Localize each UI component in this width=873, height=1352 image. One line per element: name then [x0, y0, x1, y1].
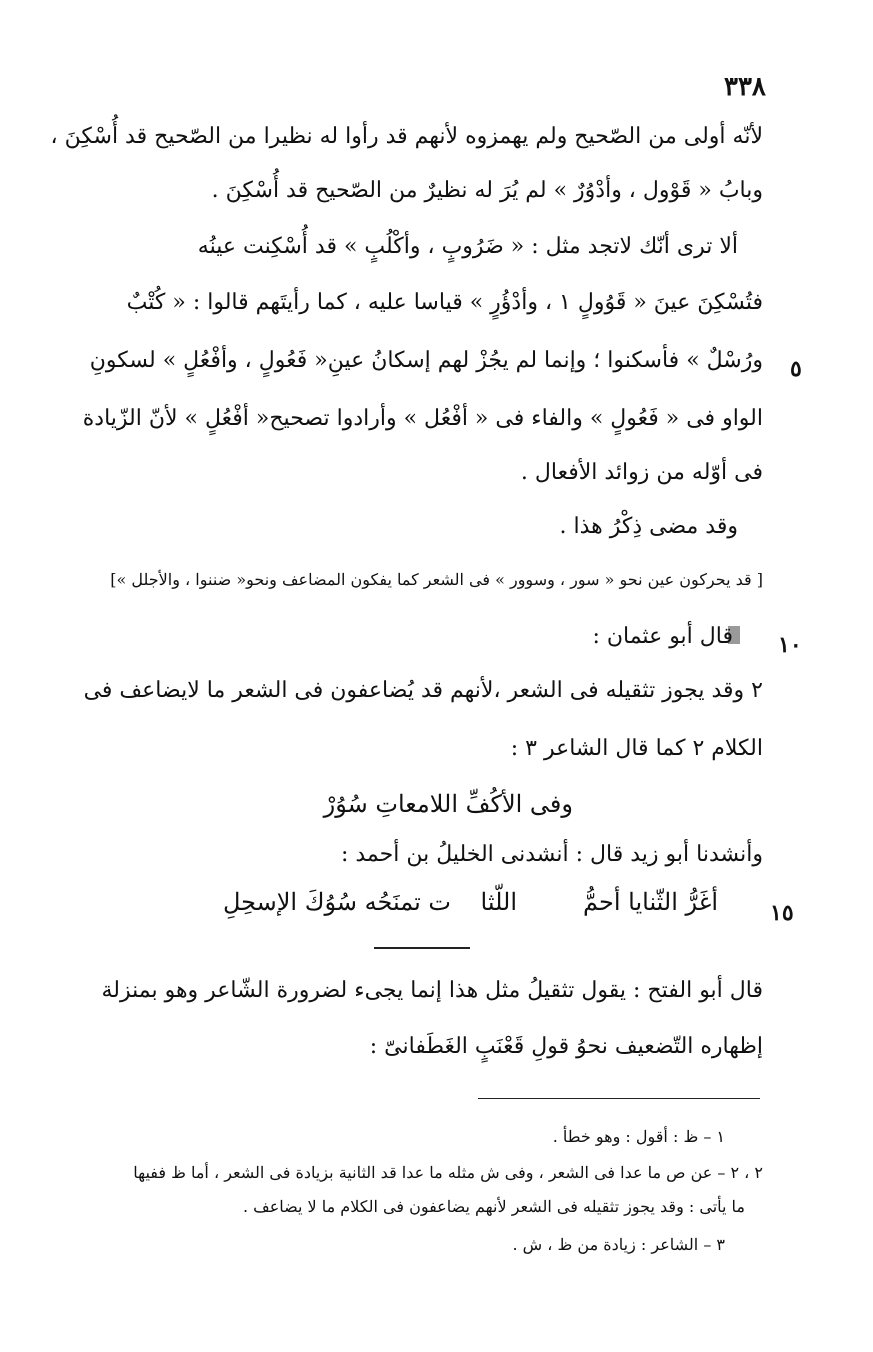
section-divider [374, 947, 470, 949]
footnote: ٢ ، ٢ – عن ص ما عدا فى الشعر ، وفى ش مثله ما عدا قد الثانية بزيادة فى الشعر ، أما ظ ففيها [133, 1163, 763, 1182]
text-line: ألا ترى أنّك لاتجد مثل : « ضَرُوبٍ ، وأكْلُبٍ » قد أُسْكِنت عينُه [197, 234, 738, 259]
poem-word: اللّثا [480, 888, 517, 916]
text-line: وبابُ « قَوْول ، وأدْوُرٌ » لم يُرَ له نظيرٌ من الصّحيح قد أُسْكِنَ . [211, 178, 763, 203]
text-line: وقد مضى ذِكْرُ هذا . [559, 514, 738, 539]
text-line: الواو فى « فَعُولٍ » والفاء فى « أفْعُل » وأرادوا تصحيح« أفْعُلٍ » لأنّ الزّيادة [82, 406, 763, 431]
text-line: إظهاره التّضعيف نحوُ قولِ قَعْنَبٍ الغَطَفانىّ : [369, 1034, 763, 1059]
text-line: فتُسْكِنَ عينَ « قَوُولٍ ١ ، وأدْؤُرٍ » قياسا عليه ، كما رأيتَهم قالوا : « كُتْبٌ [126, 290, 763, 315]
text-line: وأنشدنا أبو زيد قال : أنشدنى الخليلُ بن أحمد : [340, 842, 763, 867]
text-line: قال أبو الفتح : يقول تثقيلُ مثل هذا إنما يجىء لضرورة الشّاعر وهو بمنزلة [101, 978, 763, 1003]
page-number: ٣٣٨ [724, 72, 766, 102]
text-line: قال أبو عثمان : [592, 624, 733, 649]
line-number-15: ١٥ [770, 900, 794, 926]
bracket-note: [ قد يحركون عين نحو « سور ، وسوور » فى الشعر كما يفكون المضاعف ونحو« ضننوا ، والأجلل »] [110, 570, 763, 589]
footnote: ما يأتى : وقد يجوز تثقيله فى الشعر لأنهم يضاعفون فى الكلام ما لا يضاعف . [242, 1197, 745, 1216]
line-number-5: ٥ [790, 356, 802, 382]
text-line: لأنّه أولى من الصّحيح ولم يهمزوه لأنهم قد رأوا له نظيرا من الصّحيح قد أُسْكِنَ ، [50, 124, 763, 149]
poem-hemistich-right: أغَرُّ الثّنايا أحمُّ [583, 888, 718, 916]
line-number-10: ١٠ [778, 632, 802, 658]
poem-verse: وفى الأكُفِّ اللامعاتِ سُوُرْ [323, 790, 573, 818]
text-line: فى أوّله من زوائد الأفعال . [520, 460, 763, 485]
text-line: ورُسْلٌ » فأسكنوا ؛ وإنما لم يجُزْ لهم إسكانُ عينِ« فَعُولٍ ، وأفْعُلٍ » لسكونِ [89, 348, 763, 373]
text-line: الكلام ٢ كما قال الشاعر ٣ : [510, 736, 763, 761]
footnote: ١ – ظ : أقول : وهو خطأ . [552, 1127, 725, 1146]
poem-hemistich-left: ت تمنَحُه سُوُكَ الإسحِلِ [222, 888, 451, 916]
text-line: ٢ وقد يجوز تثقيله فى الشعر ،لأنهم قد يُضاعفون فى الشعر ما لايضاعف فى [83, 678, 763, 703]
footnote: ٣ – الشاعر : زيادة من ظ ، ش . [512, 1235, 725, 1254]
footnote-divider [478, 1098, 760, 1099]
